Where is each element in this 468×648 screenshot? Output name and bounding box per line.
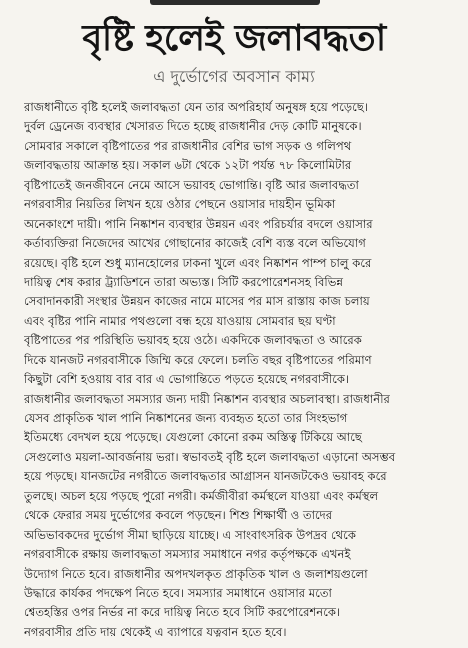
article-line: কিছুটা বেশি হওয়ায় বার বার এ ভোগান্তিতে পড়তে হয়েছে নগরবাসীকে। bbox=[24, 372, 350, 387]
article-line: তুলছে। অচল হয়ে পড়ছে পুরো নগরী। কর্মজীবীরা কর্মস্থলে যাওয়া এবং কর্মস্থল bbox=[24, 488, 379, 503]
article-line: উদ্ধারে কার্যকর পদক্ষেপ নিতে হবে। সমস্যার সমাধানে ওয়াসার মতো bbox=[24, 585, 332, 600]
article-line: দিকে যানজট নগরবাসীকে জিম্মি করে ফেলে। চলতি বছর বৃষ্টিপাতের পরিমাণ bbox=[24, 352, 372, 367]
article-line: যেসব প্রাকৃতিক খাল পানি নিষ্কাশনের জন্য ব্যবহৃত হতো তার সিংহভাগ bbox=[24, 411, 348, 425]
subtitle: এ দুর্ভোগের অবসান কাম্য bbox=[153, 67, 315, 86]
article-line: ইতিমধ্যে বেদখল হয়ে পড়েছে। যেগুলো কোনো রকম অস্তিত্ব টিকিয়ে আছে bbox=[24, 430, 362, 445]
article-line: নগরবাসীকে রক্ষায় জলাবদ্ধতা সমস্যার সমাধানে নগর কর্তৃপক্ষকে এখনই bbox=[24, 547, 351, 562]
article-line: হয়ে পড়ছে। যানজটের নগরীতে জলাবদ্ধতার আগ্রাসন যানজটকেও ভয়াবহ করে bbox=[24, 469, 387, 484]
article-line: উদ্যোগ নিতে হবে। রাজধানীর অপদখলকৃত প্রাকৃতিক খাল ও জলাশয়গুলো bbox=[24, 566, 368, 581]
article-line: বৃষ্টিপাতেই জনজীবনে নেমে আসে ভয়াবহ ভোগান্তি। বৃষ্টি আর জলাবদ্ধতা bbox=[24, 177, 359, 192]
article-line: দায়িত্ব শেষ করার ট্র্যাডিশনে তারা অভ্যস্ত। সিটি করপোরেশনসহ বিভিন্ন bbox=[24, 274, 343, 289]
article-line: রাজধানীতে বৃষ্টি হলেই জলাবদ্ধতা যেন তার অপরিহার্য অনুষঙ্গ হয়ে পড়েছে। bbox=[24, 100, 368, 114]
article-line: জলাবদ্ধতায় আক্রান্ত হয়। সকাল ৬টা থেকে ১২টা পর্যন্ত ৭৮ কিলোমিটার bbox=[24, 158, 352, 173]
article-line: অনেকাংশে দায়ী। পানি নিষ্কাশন ব্যবস্থার উন্নয়ন এবং পরিচর্যার বদলে ওয়াসার bbox=[24, 216, 373, 231]
article-line: থেকে ফেরার সময় দুর্ভোগের কবলে পড়ছেন। শিশু শিক্ষার্থী ও তাদের bbox=[24, 508, 333, 523]
article-line: সেগুলোও ময়লা-আবর্জনায় ভরা। স্বভাবতই বৃষ্টি হলে জলাবদ্ধতা এড়ানো অসম্ভব bbox=[24, 449, 396, 464]
article-line: রয়েছে। বৃষ্টি হলে শুধু ম্যানহোলের ঢাকনা খুলে এবং নিষ্কাশন পাম্প চালু করে bbox=[24, 255, 372, 270]
cropped-header-strip bbox=[150, 0, 320, 5]
article-line: সোমবার সকালে বৃষ্টিপাতের পর রাজধানীর বেশির ভাগ সড়ক ও গলিপথ bbox=[24, 138, 352, 153]
article-line: শ্বেতহস্তির ওপর নির্ভর না করে দায়িত্ব নিতে হবে সিটি করপোরেশনকে। bbox=[24, 605, 341, 620]
headline: বৃষ্টি হলেই জলাবদ্ধতা bbox=[82, 18, 386, 59]
article-line: দুর্বল ড্রেনেজ ব্যবস্থার খেসারত দিতে হচ্ছে রাজধানীর দেড় কোটি মানুষকে। bbox=[24, 119, 362, 134]
article-line: সেবাদানকারী সংস্থার উন্নয়ন কাজের নামে মাসের পর মাস রাস্তায় কাজ চলায় bbox=[24, 294, 370, 309]
article-line: বৃষ্টিপাতের পর পরিস্থিতি ভয়াবহ হয়ে ওঠে। একদিকে জলাবদ্ধতা ও আরেক bbox=[24, 333, 362, 348]
article-line: এবং বৃষ্টির পানি নামার পথগুলো বন্ধ হয়ে যাওয়ায় সোমবার ছয় ঘণ্টা bbox=[24, 313, 336, 328]
article-line: অভিভাবকদের দুর্ভোগ সীমা ছাড়িয়ে যাচ্ছে। এ সাংবাৎসরিক উপদ্রব থেকে bbox=[24, 527, 356, 542]
article-line: নগরবাসীর নিয়তির লিখন হয়ে ওঠার পেছনে ওয়াসার দায়হীন ভূমিকা bbox=[24, 197, 336, 212]
article-line: রাজধানীর জলাবদ্ধতা সমস্যার জন্য দায়ী নিষ্কাশন ব্যবস্থার অচলাবস্থা। রাজধানীর bbox=[24, 391, 390, 406]
article-body bbox=[24, 98, 452, 642]
article-line: কর্তাব্যক্তিরা নিজেদের আখের গোছানোর কাজেই বেশি ব্যস্ত বলে অভিযোগ bbox=[24, 236, 366, 251]
article-line: নগরবাসীর প্রতি দায় থেকেই এ ব্যাপারে যত্নবান হতে হবে। bbox=[24, 624, 287, 639]
